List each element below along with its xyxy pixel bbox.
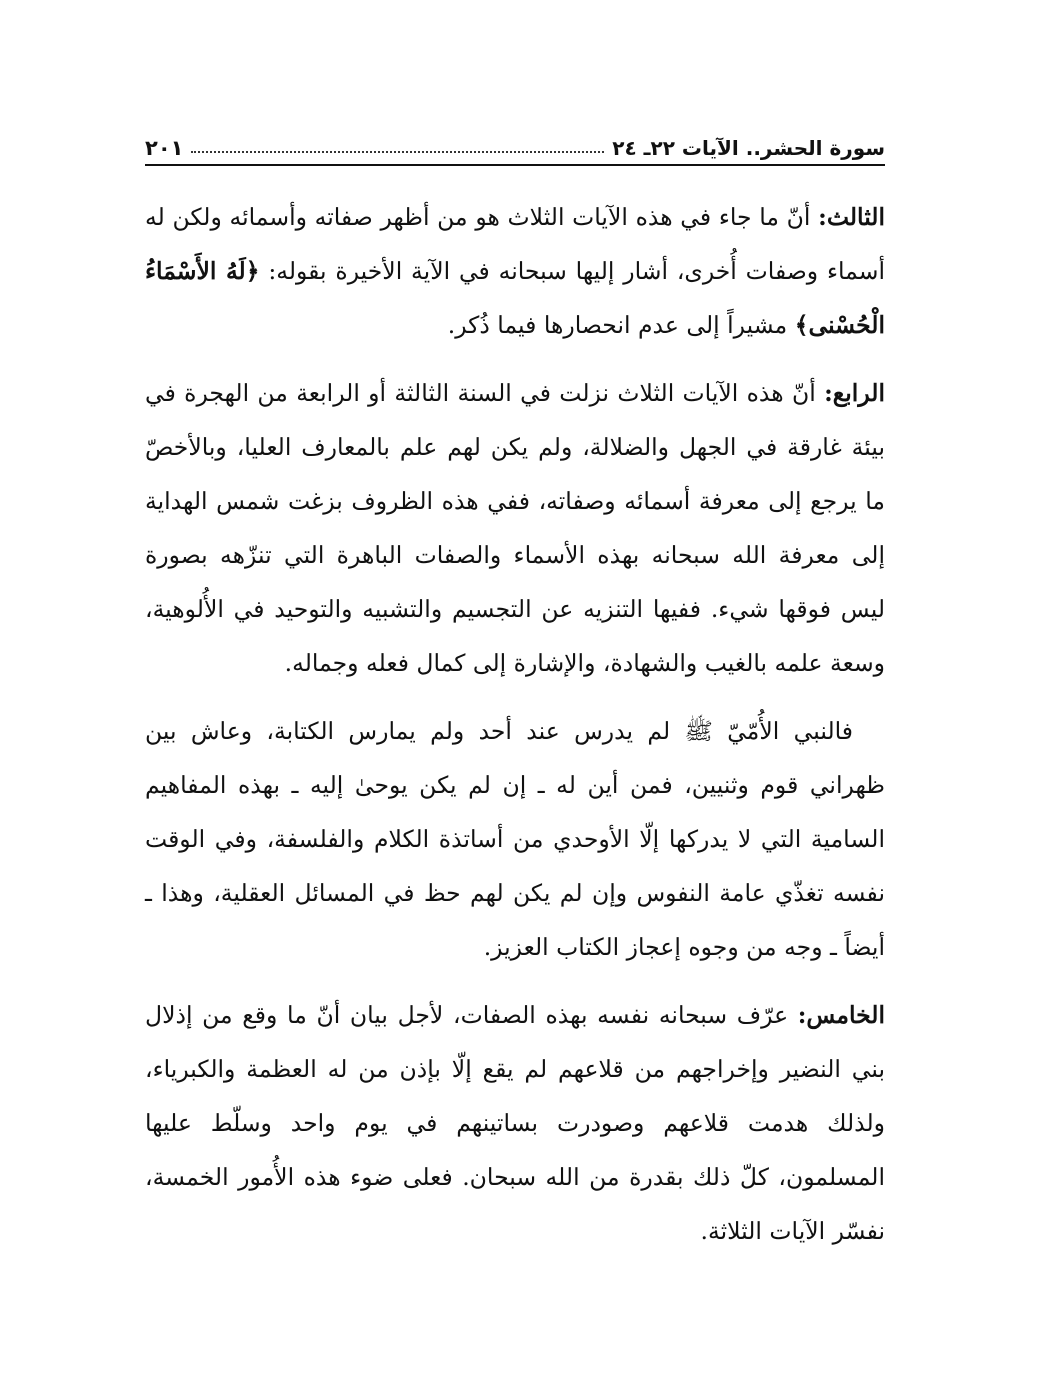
paragraph-fifth <box>145 988 885 1258</box>
fifth-text: عرّف سبحانه نفسه بهذه الصفات، لأجل بيان أنّ ما وقع من إذلال بني النضير وإخراجهم من قلاعهم لم يقع إلّا بإذن من له العظمة والكبرياء، ولذلك هدمت قلاعهم وصودرت بساتينهم في يوم واحد وسلّط عليها المسلمون، كلّ ذلك بقدرة من الله سبحان. فعلى ضوء هذه الأُمور الخمسة، نفسّر الآيات الثلاثة. <box>145 1001 885 1245</box>
book-page <box>145 120 885 1272</box>
third-text-end: مشيراً إلى عدم انحصارها فيما ذُكر. <box>447 311 795 339</box>
paragraph-prophet <box>145 704 885 974</box>
fifth-label: الخامس: <box>797 1001 885 1029</box>
fourth-label: الرابع: <box>824 379 885 407</box>
page-body <box>145 190 885 1258</box>
third-label: الثالث: <box>818 203 885 231</box>
fourth-text: أنّ هذه الآيات الثلاث نزلت في السنة الثالثة أو الرابعة من الهجرة في بيئة غارقة في الجهل والضلالة، ولم يكن لهم علم بالمعارف العليا، وبالأخصّ ما يرجع إلى معرفة أسمائه وصفاته، ففي هذه الظروف بزغت شمس الهداية إلى معرفة الله سبحانه بهذه الأسماء والصفات الباهرة التي تنزّهه بصورة ليس فوقها شيء. ففيها التنزيه عن التجسيم والتشبيه والتوحيد في الأُلوهية، وسعة علمه بالغيب والشهادة، والإشارة إلى كمال فعله وجماله. <box>145 379 885 677</box>
prophet-text: فالنبي الأُمّيّ ﷺ لم يدرس عند أحد ولم يمارس الكتابة، وعاش بين ظهراني قوم وثنيين، فمن أين له ـ إن لم يكن يوحىٰ إليه ـ بهذه المفاهيم السامية التي لا يدركها إلّا الأوحدي من أساتذة الكلام والفلسفة، وفي الوقت نفسه تغذّي عامة النفوس وإن لم يكن لهم حظ في المسائل العقلية، وهذا ـ أيضاً ـ وجه من وجوه إعجاز الكتاب العزيز. <box>145 717 885 961</box>
quran-quote: ﴿لَهُ الأَسْمَاءُ الْحُسْنى﴾ <box>145 257 885 339</box>
paragraph-fourth <box>145 366 885 690</box>
dot-leader <box>191 151 604 153</box>
running-header <box>145 120 885 166</box>
page-number: ٢٠١ <box>145 136 184 160</box>
third-text: أنّ ما جاء في هذه الآيات الثلاث هو من أظهر صفاته وأسمائه ولكن له أسماء وصفات أُخرى، أشار إليها سبحانه في الآية الأخيرة بقوله: <box>145 203 885 285</box>
paragraph-third <box>145 190 885 352</box>
running-title: سورة الحشر.. الآيات ٢٢ـ ٢٤ <box>612 136 885 160</box>
